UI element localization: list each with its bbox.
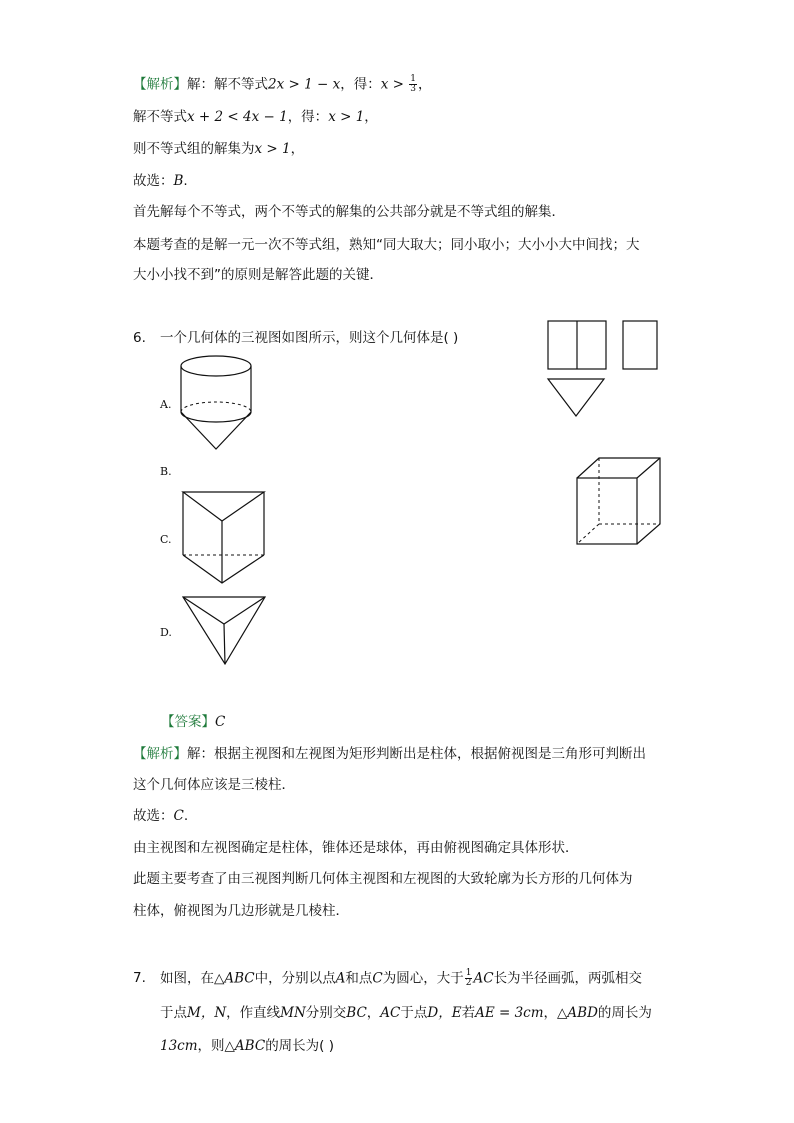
answer-tag: 【答案】: [161, 714, 215, 730]
q7-line-1: 如图，在△ABC中，分别以点A和点C为圆心，大于 $\frac{1}{2}$ AC长为半径画弧，两弧相交: [160, 968, 643, 988]
side-view: [623, 321, 657, 369]
option-a-figure[interactable]: [178, 350, 258, 455]
q6-analysis-4: 由主视图和左视图确定是柱体，锥体还是球体，再由俯视图确定具体形状．: [133, 840, 579, 856]
option-b-label[interactable]: B.: [160, 465, 172, 478]
top-view: [548, 379, 604, 416]
option-d-label[interactable]: D.: [160, 626, 172, 639]
q6-stem: 一个几何体的三视图如图所示，则这个几何体是( ): [160, 330, 459, 346]
q6-analysis-6: 柱体，俯视图为几边形就是几棱柱．: [133, 903, 349, 919]
sol5-line-1: 【解析】解：解不等式2x > 1 − x，得：x > $\frac{1}{3}$ ，: [133, 74, 432, 94]
sol5-line-7: 大小小找不到”的原则是解答此题的关键．: [133, 267, 383, 283]
fraction-one-half: $\frac{1}{2}$: [465, 968, 472, 988]
q7-line-2: 于点M，N，作直线MN分别交BC，AC于点D，E若AE = 3cm，△ABD的周长为: [160, 1005, 652, 1021]
sol5-line-3: 则不等式组的解集为x > 1，: [133, 141, 305, 157]
option-c-label[interactable]: C.: [160, 533, 172, 546]
sol5-line-6: 本题考查的是解一元一次不等式组，熟知“同大取大；同小取小；大小小大中间找；大: [133, 237, 640, 253]
q7-number: 7.: [133, 970, 146, 986]
analysis-tag: 【解析】: [133, 76, 187, 93]
option-d-figure[interactable]: [178, 592, 273, 672]
option-c-figure[interactable]: [178, 487, 273, 587]
analysis-tag: 【解析】: [133, 746, 187, 762]
q6-number: 6.: [133, 330, 146, 346]
option-a-label[interactable]: A.: [160, 398, 172, 411]
q6-answer: 【答案】C: [161, 714, 226, 730]
fraction-one-third: $\frac{1}{3}$: [410, 74, 416, 94]
sol5-line-4: 故选：B.: [133, 173, 188, 189]
q6-analysis-3: 故选：C.: [133, 808, 189, 824]
cube-figure: [570, 452, 670, 552]
sol5-line-5: 首先解每个不等式，两个不等式的解集的公共部分就是不等式组的解集．: [133, 204, 565, 220]
q6-analysis-1: 【解析】解：根据主视图和左视图为矩形判断出是柱体，根据俯视图是三角形可判断出: [133, 746, 646, 762]
three-views-figure: [540, 315, 670, 425]
q7-line-3: 13cm，则△ABC的周长为( ): [160, 1038, 335, 1054]
q6-analysis-2: 这个几何体应该是三棱柱．: [133, 777, 295, 793]
sol5-line-2: 解不等式x + 2 < 4x − 1，得：x > 1，: [133, 109, 378, 125]
q6-analysis-5: 此题主要考查了由三视图判断几何体主视图和左视图的大致轮廓为长方形的几何体为: [133, 871, 633, 887]
